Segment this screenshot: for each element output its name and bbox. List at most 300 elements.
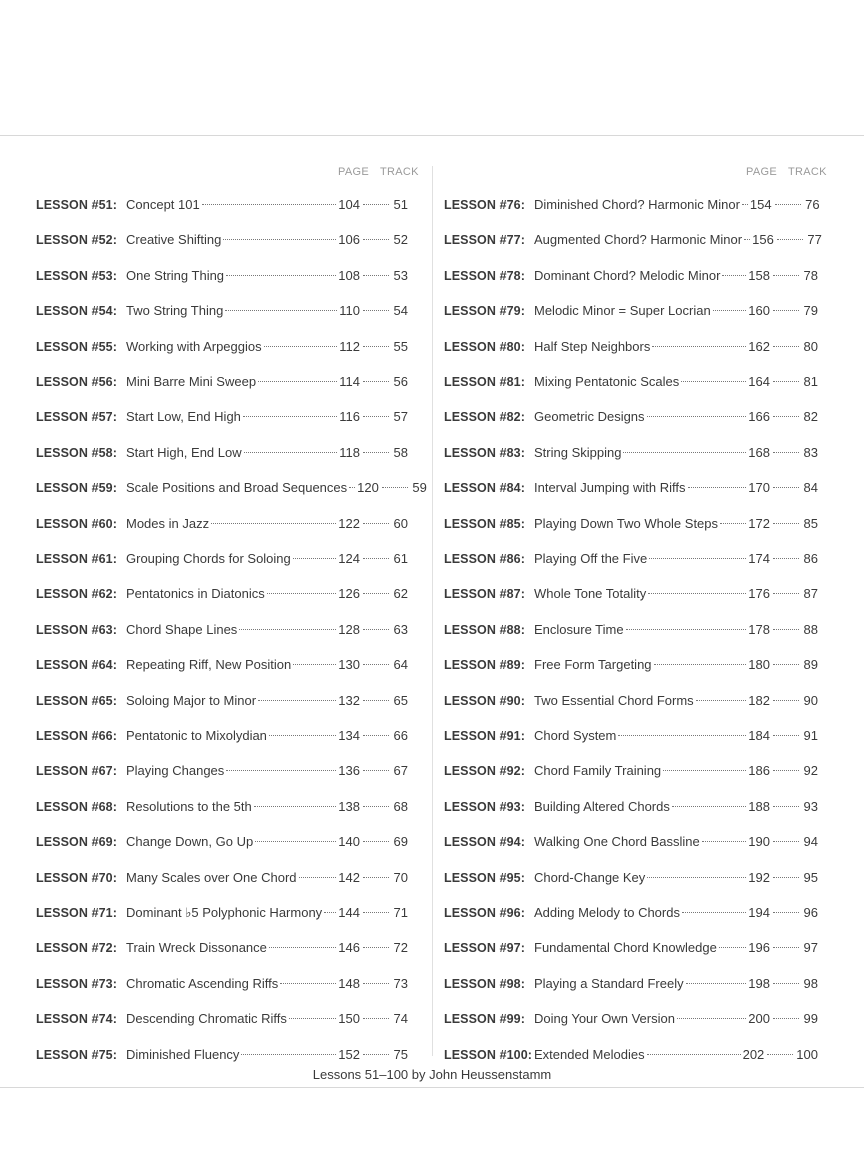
lesson-number: LESSON #57: xyxy=(36,410,117,425)
dot-leader xyxy=(672,806,746,807)
page-number: 134 xyxy=(338,728,360,743)
page-number: 150 xyxy=(338,1011,360,1027)
track-number: 86 xyxy=(803,551,818,566)
lesson-title: Start High, End Low xyxy=(126,444,242,460)
dot-leader xyxy=(267,593,337,594)
dot-leader xyxy=(243,416,337,417)
page-number: 190 xyxy=(748,834,770,850)
track-number: 92 xyxy=(803,763,818,779)
page-column-label: PAGE xyxy=(338,166,369,178)
dot-leader xyxy=(363,452,389,453)
dot-leader xyxy=(722,275,746,276)
lesson-number: LESSON #95: xyxy=(444,870,525,885)
lesson-number: LESSON #75: xyxy=(36,1047,117,1062)
lesson-number: LESSON #70: xyxy=(36,870,117,885)
toc-entry xyxy=(36,584,408,604)
dot-leader xyxy=(702,841,747,842)
toc-entry xyxy=(444,974,818,994)
dot-leader xyxy=(363,1054,389,1055)
page-number: 178 xyxy=(748,621,770,637)
dot-leader xyxy=(773,346,799,347)
dot-leader xyxy=(649,558,746,559)
track-number: 51 xyxy=(393,197,408,212)
toc-entry xyxy=(36,868,408,888)
dot-leader xyxy=(363,912,389,913)
dot-leader xyxy=(269,947,336,948)
dot-leader xyxy=(696,700,747,701)
lesson-title: Concept 101 xyxy=(126,197,200,212)
toc-entry xyxy=(444,478,818,498)
track-number: 81 xyxy=(803,374,818,389)
page-number: 136 xyxy=(338,763,360,779)
dot-leader xyxy=(777,239,803,240)
track-column-label: TRACK xyxy=(788,166,827,178)
track-number: 68 xyxy=(393,798,408,814)
lesson-title: Change Down, Go Up xyxy=(126,834,254,850)
top-rule xyxy=(0,135,864,136)
lesson-title: Doing Your Own Version xyxy=(534,1011,675,1027)
toc-entry xyxy=(36,337,408,357)
toc-entry xyxy=(444,301,818,321)
toc-entry xyxy=(36,195,408,215)
lesson-number: LESSON #54: xyxy=(36,304,117,319)
lesson-number: LESSON #96: xyxy=(444,906,525,920)
dot-leader xyxy=(293,664,336,665)
dot-leader xyxy=(773,912,799,913)
page-number: 172 xyxy=(748,515,770,531)
page-number: 202 xyxy=(742,1046,765,1062)
lesson-number: LESSON #61: xyxy=(36,552,117,566)
lesson-title: Chord Family Training xyxy=(534,763,662,779)
column-divider xyxy=(432,166,433,1056)
toc-entry xyxy=(444,407,818,427)
dot-leader xyxy=(648,593,746,594)
lesson-number: LESSON #56: xyxy=(36,375,117,389)
lesson-title: Many Scales over One Chord xyxy=(126,869,297,885)
page-number: 146 xyxy=(338,940,360,956)
track-number: 59 xyxy=(412,480,427,496)
dot-leader xyxy=(244,452,338,453)
dot-leader xyxy=(363,1018,389,1019)
lesson-title: Mixing Pentatonic Scales xyxy=(534,374,680,389)
dot-leader xyxy=(773,593,799,594)
lesson-number: LESSON #63: xyxy=(36,622,117,637)
toc-entry xyxy=(36,301,408,321)
lesson-title: Mini Barre Mini Sweep xyxy=(126,374,257,389)
page-number: 116 xyxy=(339,409,360,425)
track-number: 73 xyxy=(393,975,408,991)
track-number: 77 xyxy=(807,232,822,248)
page-number: 128 xyxy=(338,621,360,637)
dot-leader xyxy=(688,487,747,488)
page-number: 154 xyxy=(749,197,772,212)
lesson-number: LESSON #91: xyxy=(444,729,525,743)
dot-leader xyxy=(239,629,336,630)
toc-entry xyxy=(36,797,408,817)
page-number: 158 xyxy=(748,267,770,283)
track-number: 64 xyxy=(393,657,408,673)
lesson-number: LESSON #62: xyxy=(36,587,117,602)
dot-leader xyxy=(773,629,799,630)
dot-leader xyxy=(682,912,746,913)
dot-leader xyxy=(623,452,746,453)
dot-leader xyxy=(280,983,336,984)
page-number: 166 xyxy=(748,409,770,425)
dot-leader xyxy=(773,310,799,311)
lesson-number: LESSON #78: xyxy=(444,268,525,283)
lesson-title: Train Wreck Dissonance xyxy=(126,940,267,956)
dot-leader xyxy=(773,806,799,807)
lesson-number: LESSON #92: xyxy=(444,764,525,779)
lesson-number: LESSON #55: xyxy=(36,339,117,354)
toc-entry xyxy=(444,655,818,675)
dot-leader xyxy=(255,841,336,842)
lesson-title: Resolutions to the 5th xyxy=(126,798,252,814)
toc-entry xyxy=(36,1045,408,1065)
page-number: 110 xyxy=(339,303,360,319)
column-header-right xyxy=(444,166,827,180)
dot-leader xyxy=(258,700,336,701)
dot-leader xyxy=(363,983,389,984)
track-number: 69 xyxy=(393,834,408,850)
dot-leader xyxy=(767,1054,793,1055)
dot-leader xyxy=(773,841,799,842)
lesson-number: LESSON #68: xyxy=(36,799,117,814)
track-number: 60 xyxy=(393,515,408,531)
page-number: 112 xyxy=(339,338,360,354)
lesson-number: LESSON #93: xyxy=(444,799,525,814)
dot-leader xyxy=(269,735,336,736)
dot-leader xyxy=(226,770,336,771)
dot-leader xyxy=(677,1018,746,1019)
toc-entry xyxy=(36,691,408,711)
lesson-number: LESSON #52: xyxy=(36,233,117,248)
toc-entry xyxy=(444,195,818,215)
lesson-title: Adding Melody to Chords xyxy=(534,905,680,920)
track-number: 79 xyxy=(803,303,818,319)
lesson-title: Dominant ♭5 Polyphonic Harmony xyxy=(126,905,323,920)
lesson-title: Augmented Chord? Harmonic Minor xyxy=(534,232,743,248)
toc-entry xyxy=(444,620,818,640)
lesson-title: String Skipping xyxy=(534,444,622,460)
dot-leader xyxy=(742,204,748,205)
dot-leader xyxy=(293,558,337,559)
page-number: 138 xyxy=(338,798,360,814)
lesson-title: Playing a Standard Freely xyxy=(534,975,684,991)
lesson-title: Chromatic Ascending Riffs xyxy=(126,975,279,991)
lesson-title: Soloing Major to Minor xyxy=(126,692,257,708)
dot-leader xyxy=(773,700,799,701)
page-number: 144 xyxy=(338,905,360,920)
track-number: 72 xyxy=(393,940,408,956)
lesson-number: LESSON #76: xyxy=(444,198,525,212)
track-number: 83 xyxy=(803,444,818,460)
page-number: 162 xyxy=(748,338,770,354)
dot-leader xyxy=(773,1018,799,1019)
page-footer: Lessons 51–100 by John Heussenstamm xyxy=(312,1067,552,1082)
dot-leader xyxy=(773,381,799,382)
lesson-number: LESSON #71: xyxy=(36,906,117,920)
lesson-title: Free Form Targeting xyxy=(534,657,652,673)
track-number: 70 xyxy=(393,869,408,885)
lesson-title: Playing Down Two Whole Steps xyxy=(534,515,719,531)
dot-leader xyxy=(363,664,389,665)
dot-leader xyxy=(773,558,799,559)
dot-leader xyxy=(324,912,336,913)
dot-leader xyxy=(775,204,801,205)
lesson-title: Chord System xyxy=(534,728,617,743)
lesson-number: LESSON #79: xyxy=(444,304,525,319)
track-number: 76 xyxy=(805,197,820,212)
lesson-title: Working with Arpeggios xyxy=(126,338,262,354)
toc-entry xyxy=(36,407,408,427)
lesson-number: LESSON #73: xyxy=(36,976,117,991)
lesson-number: LESSON #58: xyxy=(36,445,117,460)
lesson-number: LESSON #84: xyxy=(444,481,525,496)
dot-leader xyxy=(652,346,746,347)
track-number: 95 xyxy=(803,869,818,885)
lesson-number: LESSON #65: xyxy=(36,693,117,708)
track-number: 52 xyxy=(393,232,408,248)
toc-entry xyxy=(444,372,818,392)
toc-entry xyxy=(444,938,818,958)
page-number: 124 xyxy=(338,551,360,566)
page-number: 184 xyxy=(748,728,770,743)
track-number: 98 xyxy=(803,975,818,991)
lesson-title: Pentatonic to Mixolydian xyxy=(126,728,267,743)
page-number: 174 xyxy=(748,551,770,566)
lesson-number: LESSON #88: xyxy=(444,622,525,637)
dot-leader xyxy=(363,310,389,311)
lesson-number: LESSON #86: xyxy=(444,552,525,566)
dot-leader xyxy=(363,239,389,240)
dot-leader xyxy=(647,877,746,878)
lesson-number: LESSON #51: xyxy=(36,198,117,212)
toc-entry xyxy=(444,761,818,781)
page-number: 198 xyxy=(748,975,770,991)
lesson-title: Playing Off the Five xyxy=(534,551,648,566)
lesson-number: LESSON #60: xyxy=(36,516,117,531)
page-number: 140 xyxy=(338,834,360,850)
dot-leader xyxy=(226,275,336,276)
dot-leader xyxy=(363,346,389,347)
toc-entry xyxy=(444,1045,818,1065)
lesson-title: Two Essential Chord Forms xyxy=(534,692,694,708)
lesson-number: LESSON #87: xyxy=(444,587,525,602)
dot-leader xyxy=(773,416,799,417)
track-number: 56 xyxy=(393,374,408,389)
toc-entry xyxy=(444,337,818,357)
toc-entry xyxy=(36,266,408,286)
lesson-number: LESSON #85: xyxy=(444,516,525,531)
page-number: 188 xyxy=(748,798,770,814)
dot-leader xyxy=(349,487,355,488)
dot-leader xyxy=(744,239,750,240)
dot-leader xyxy=(264,346,338,347)
lesson-title: Grouping Chords for Soloing xyxy=(126,551,291,566)
toc-column-left xyxy=(36,166,427,1062)
toc-entry xyxy=(444,691,818,711)
page-number: 130 xyxy=(338,657,360,673)
track-number: 54 xyxy=(393,303,408,319)
page-column-label: PAGE xyxy=(746,166,777,178)
lesson-title: Half Step Neighbors xyxy=(534,338,651,354)
toc-entry xyxy=(444,230,822,250)
dot-leader xyxy=(773,523,799,524)
lesson-number: LESSON #83: xyxy=(444,445,525,460)
dot-leader xyxy=(363,700,389,701)
lesson-title: Walking One Chord Bassline xyxy=(534,834,700,850)
track-number: 71 xyxy=(393,905,408,920)
lesson-number: LESSON #97: xyxy=(444,941,525,956)
dot-leader xyxy=(713,310,747,311)
toc-entry xyxy=(36,726,408,746)
dot-leader xyxy=(363,416,389,417)
dot-leader xyxy=(626,629,747,630)
page-number: 200 xyxy=(748,1011,770,1027)
dot-leader xyxy=(289,1018,336,1019)
toc-entry xyxy=(36,938,408,958)
page-number: 186 xyxy=(748,763,770,779)
track-number: 85 xyxy=(803,515,818,531)
page-number: 192 xyxy=(748,869,770,885)
lesson-number: LESSON #82: xyxy=(444,410,525,425)
lesson-number: LESSON #90: xyxy=(444,693,525,708)
lesson-title: Enclosure Time xyxy=(534,621,624,637)
lesson-title: Interval Jumping with Riffs xyxy=(534,480,686,496)
dot-leader xyxy=(773,947,799,948)
track-column-label: TRACK xyxy=(380,166,419,178)
dot-leader xyxy=(363,593,389,594)
track-number: 96 xyxy=(803,905,818,920)
toc-entry xyxy=(36,1009,408,1029)
toc-entry xyxy=(444,868,818,888)
lesson-title: Creative Shifting xyxy=(126,232,222,248)
track-number: 94 xyxy=(803,834,818,850)
toc-entry xyxy=(36,832,408,852)
track-number: 80 xyxy=(803,338,818,354)
track-number: 74 xyxy=(393,1011,408,1027)
page-number: 176 xyxy=(748,586,770,602)
lesson-title: Modes in Jazz xyxy=(126,515,210,531)
dot-leader xyxy=(363,275,389,276)
dot-leader xyxy=(654,664,747,665)
track-number: 99 xyxy=(803,1011,818,1027)
lesson-number: LESSON #77: xyxy=(444,233,525,248)
page-number: 132 xyxy=(338,692,360,708)
dot-leader xyxy=(258,381,337,382)
track-number: 100 xyxy=(796,1046,818,1062)
page-number: 152 xyxy=(338,1046,360,1062)
dot-leader xyxy=(773,770,799,771)
dot-leader xyxy=(363,523,389,524)
dot-leader xyxy=(223,239,336,240)
toc-entry xyxy=(444,726,818,746)
dot-leader xyxy=(773,983,799,984)
lesson-title: Pentatonics in Diatonics xyxy=(126,586,265,602)
track-number: 57 xyxy=(393,409,408,425)
dot-leader xyxy=(773,487,799,488)
lesson-title: Repeating Riff, New Position xyxy=(126,657,292,673)
toc-entry xyxy=(444,1009,818,1029)
lesson-number: LESSON #74: xyxy=(36,1012,117,1027)
page-number: 196 xyxy=(748,940,770,956)
track-number: 89 xyxy=(803,657,818,673)
lesson-number: LESSON #67: xyxy=(36,764,117,779)
track-number: 58 xyxy=(393,444,408,460)
toc-entry xyxy=(36,903,408,923)
dot-leader xyxy=(773,275,799,276)
toc-entry xyxy=(444,514,818,534)
dot-leader xyxy=(211,523,336,524)
dot-leader xyxy=(363,947,389,948)
dot-leader xyxy=(773,452,799,453)
dot-leader xyxy=(363,877,389,878)
dot-leader xyxy=(363,204,389,205)
track-number: 53 xyxy=(393,267,408,283)
lesson-title: Start Low, End High xyxy=(126,409,241,425)
toc-entry xyxy=(36,230,408,250)
lesson-title: Two String Thing xyxy=(126,303,224,319)
lesson-number: LESSON #66: xyxy=(36,729,117,743)
page-number: 182 xyxy=(748,692,770,708)
dot-leader xyxy=(254,806,337,807)
lesson-number: LESSON #69: xyxy=(36,835,117,850)
lesson-title: Geometric Designs xyxy=(534,409,645,425)
dot-leader xyxy=(647,416,747,417)
page-number: 156 xyxy=(752,232,774,248)
lesson-title: Building Altered Chords xyxy=(534,798,670,814)
dot-leader xyxy=(363,770,389,771)
lesson-number: LESSON #99: xyxy=(444,1012,525,1027)
lesson-number: LESSON #81: xyxy=(444,375,525,389)
page-number: 122 xyxy=(338,515,360,531)
dot-leader xyxy=(363,629,389,630)
toc-entry xyxy=(36,974,408,994)
dot-leader xyxy=(773,664,799,665)
page-number: 126 xyxy=(338,586,360,602)
lesson-number: LESSON #94: xyxy=(444,835,525,850)
track-number: 63 xyxy=(393,621,408,637)
lesson-title: Chord-Change Key xyxy=(534,869,646,885)
lesson-number: LESSON #80: xyxy=(444,339,525,354)
toc-column-right xyxy=(444,166,827,1062)
dot-leader xyxy=(686,983,747,984)
dot-leader xyxy=(773,735,799,736)
toc-entry xyxy=(444,797,818,817)
page-number: 160 xyxy=(748,303,770,319)
track-number: 84 xyxy=(803,480,818,496)
lesson-title: Dominant Chord? Melodic Minor xyxy=(534,267,721,283)
lesson-title: Extended Melodies xyxy=(534,1046,645,1062)
dot-leader xyxy=(225,310,337,311)
lesson-title: Scale Positions and Broad Sequences xyxy=(126,480,348,496)
page-number: 118 xyxy=(339,444,360,460)
dot-leader xyxy=(363,381,389,382)
toc-entry xyxy=(444,584,818,604)
lesson-title: One String Thing xyxy=(126,267,225,283)
page-number: 164 xyxy=(748,374,770,389)
toc-entry xyxy=(36,372,408,392)
page-number: 114 xyxy=(339,374,360,389)
lesson-title: Fundamental Chord Knowledge xyxy=(534,940,717,956)
track-number: 97 xyxy=(803,940,818,956)
toc-entry xyxy=(36,514,408,534)
dot-leader xyxy=(720,523,746,524)
track-number: 82 xyxy=(803,409,818,425)
lesson-title: Playing Changes xyxy=(126,763,225,779)
lesson-number: LESSON #100: xyxy=(444,1047,533,1062)
